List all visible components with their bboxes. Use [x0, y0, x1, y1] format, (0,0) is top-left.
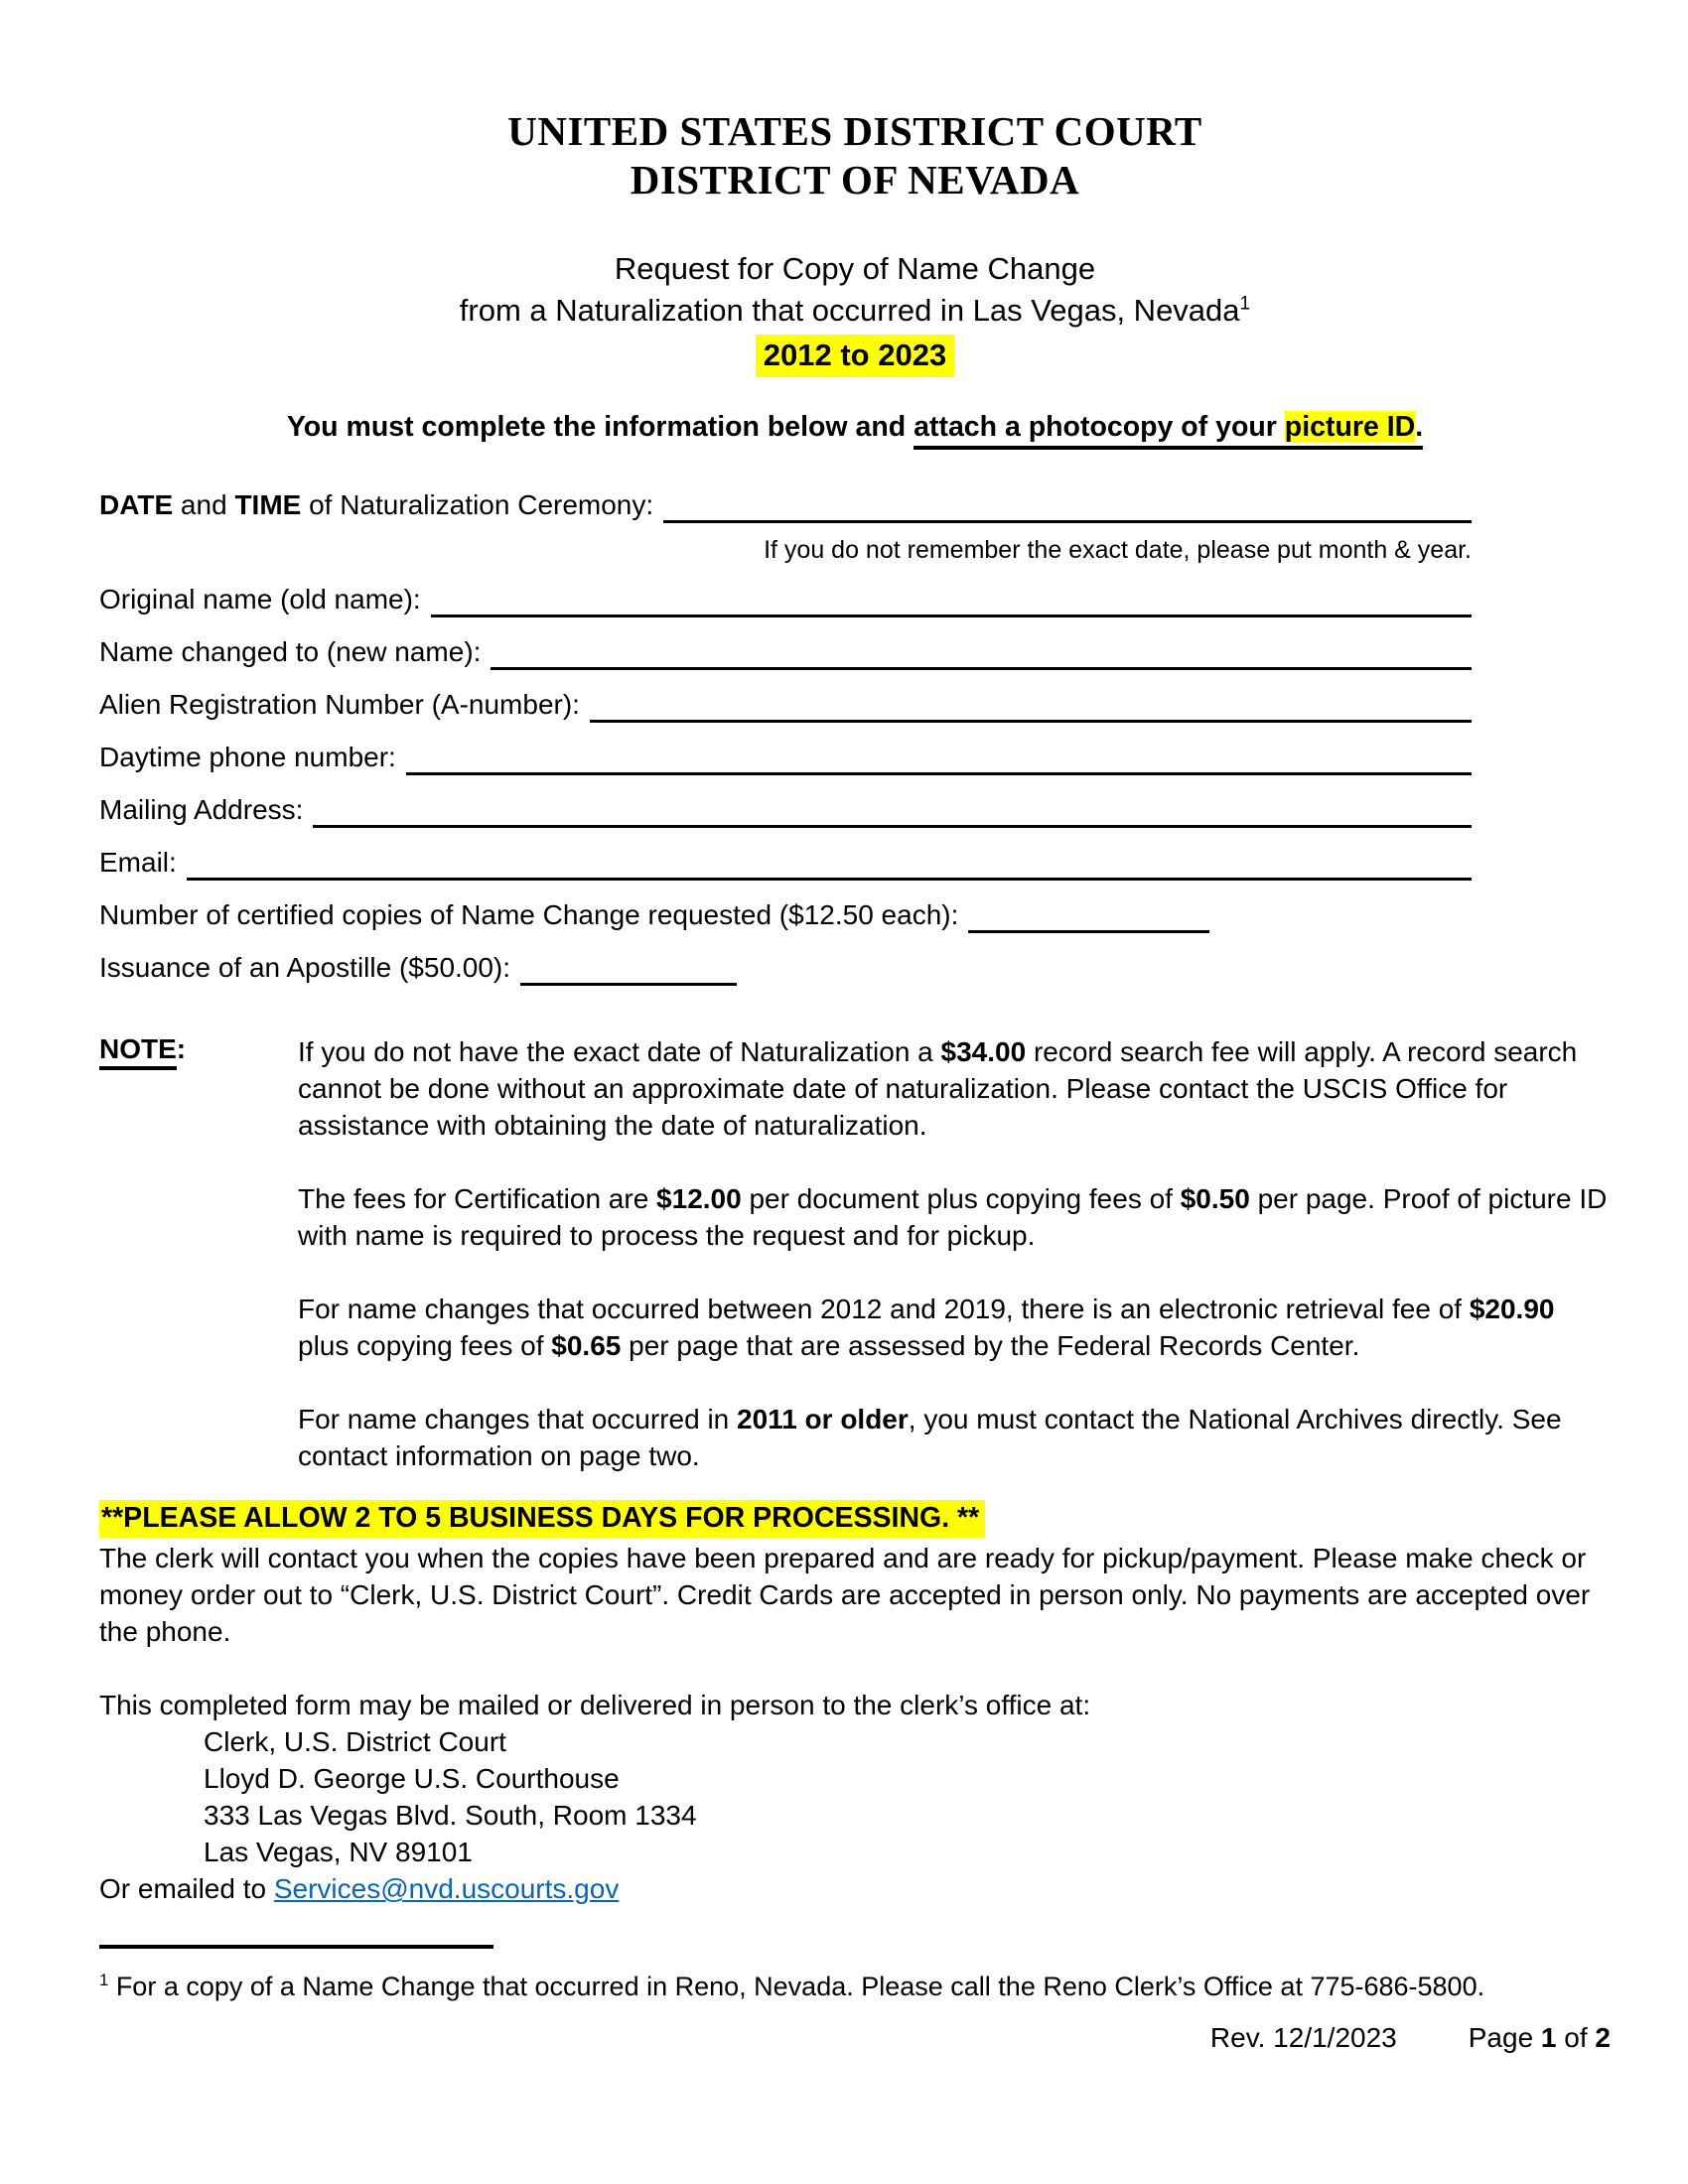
footnote-separator	[99, 1945, 493, 1949]
certified-copies-label: Number of certified copies of Name Change requested ($12.50 each):	[99, 899, 959, 931]
note-body	[298, 1033, 1611, 1474]
new-name-input-line[interactable]	[491, 634, 1472, 670]
field-row-original-name	[99, 582, 1472, 617]
revision-date: Rev. 12/1/2023	[1209, 2022, 1397, 2054]
mailing-address-label: Mailing Address:	[99, 794, 304, 826]
processing-section	[99, 1500, 1611, 1650]
page-indicator: Page 1 of 2	[1468, 2022, 1611, 2054]
services-email-link[interactable]: Services@nvd.uscourts.gov	[273, 1873, 620, 1905]
email-label: Email:	[99, 847, 177, 879]
date-range-highlight: 2012 to 2023	[756, 335, 954, 377]
apostille-input-line[interactable]	[520, 950, 737, 986]
form-subtitle-line1: Request for Copy of Name Change	[614, 251, 1096, 287]
field-row-a-number	[99, 687, 1472, 723]
clerk-address-block	[204, 1723, 1611, 1870]
certified-copies-input-line[interactable]	[968, 897, 1209, 933]
date-time-input-line[interactable]	[663, 487, 1472, 523]
field-row-certified-copies	[99, 897, 1472, 933]
picture-id-highlight: picture ID	[1284, 411, 1416, 444]
address-line: Lloyd D. George U.S. Courthouse	[204, 1763, 620, 1795]
instruction-line	[99, 411, 1611, 444]
field-row-phone	[99, 740, 1472, 775]
date-range-row	[99, 335, 1611, 377]
note-paragraph-2: The fees for Certification are $12.00 per document plus copying fees of $0.50 per page. Proof of picture ID with name is required to process the request and for pickup.	[298, 1183, 1608, 1252]
date-hint: If you do not remember the exact date, please put month & year.	[764, 536, 1472, 565]
footnote-ref: 1	[99, 1971, 109, 1990]
date-time-label: DATE and TIME of Naturalization Ceremony:	[99, 489, 654, 521]
address-line: Las Vegas, NV 89101	[204, 1837, 473, 1868]
note-section	[99, 1033, 1611, 1474]
form-subtitle-line2: from a Naturalization that occurred in Las Vegas, Nevada$^1$	[459, 293, 1251, 329]
court-title-line2: DISTRICT OF NEVADA	[630, 157, 1080, 204]
original-name-label: Original name (old name):	[99, 584, 421, 615]
field-row-apostille	[99, 950, 1472, 986]
field-row-date-time	[99, 487, 1472, 523]
court-title	[99, 107, 1611, 205]
field-row-email	[99, 845, 1472, 881]
note-paragraph-1: If you do not have the exact date of Naturalization a $34.00 record search fee will apply. A record search cannot be done without an approximate date of naturalization. Please contact the USCIS Office for assistance with obtaining the date of naturalization.	[298, 1036, 1578, 1142]
court-title-line1: UNITED STATES DISTRICT COURT	[507, 108, 1202, 154]
note-paragraph-4: For name changes that occurred in 2011 or older, you must contact the National Archives directly. See contact information on page two.	[298, 1404, 1562, 1472]
delivery-intro: This completed form may be mailed or delivered in person to the clerk’s office at:	[99, 1690, 1091, 1721]
note-label: NOTE:	[99, 1033, 298, 1474]
form-subtitle	[99, 248, 1611, 332]
page-footer	[99, 2022, 1611, 2054]
email-input-line[interactable]	[187, 845, 1472, 881]
processing-banner-highlight: **PLEASE ALLOW 2 TO 5 BUSINESS DAYS FOR PROCESSING. **	[99, 1500, 985, 1538]
footnote-text: $^1$ For a copy of a Name Change that occurred in Reno, Nevada. Please call the Reno Clerk’s Office at 775-686-5800.	[99, 1971, 1485, 2002]
a-number-label: Alien Registration Number (A-number):	[99, 689, 580, 721]
address-line: Clerk, U.S. District Court	[204, 1726, 506, 1758]
phone-input-line[interactable]	[406, 740, 1472, 775]
delivery-section	[99, 1687, 1611, 1907]
a-number-input-line[interactable]	[590, 687, 1472, 723]
instruction-underlined: attach a photocopy of your picture ID.	[914, 411, 1423, 450]
form-fields	[99, 487, 1472, 986]
footnote-ref-marker: 1	[1239, 294, 1251, 316]
note-paragraph-3: For name changes that occurred between 2012 and 2019, there is an electronic retrieval fee of $20.90 plus copying fees of $0.65 per page that are assessed by the Federal Records Center.	[298, 1294, 1555, 1362]
address-line: 333 Las Vegas Blvd. South, Room 1334	[204, 1800, 697, 1832]
original-name-input-line[interactable]	[431, 582, 1472, 617]
new-name-label: Name changed to (new name):	[99, 636, 482, 668]
apostille-label: Issuance of an Apostille ($50.00):	[99, 952, 511, 984]
phone-label: Daytime phone number:	[99, 742, 396, 773]
processing-paragraph: The clerk will contact you when the copies have been prepared and are ready for pickup/payment. Please make check or money order out to “Clerk, U.S. District Court”. Credit Cards are accepted in person only. No payments are accepted over the phone.	[99, 1543, 1591, 1648]
field-row-new-name	[99, 634, 1472, 670]
email-option-line: Or emailed to Services@nvd.uscourts.gov	[99, 1873, 620, 1905]
instruction-pre: You must complete the information below and	[286, 411, 914, 444]
field-row-mailing-address	[99, 792, 1472, 828]
mailing-address-input-line[interactable]	[313, 792, 1472, 828]
